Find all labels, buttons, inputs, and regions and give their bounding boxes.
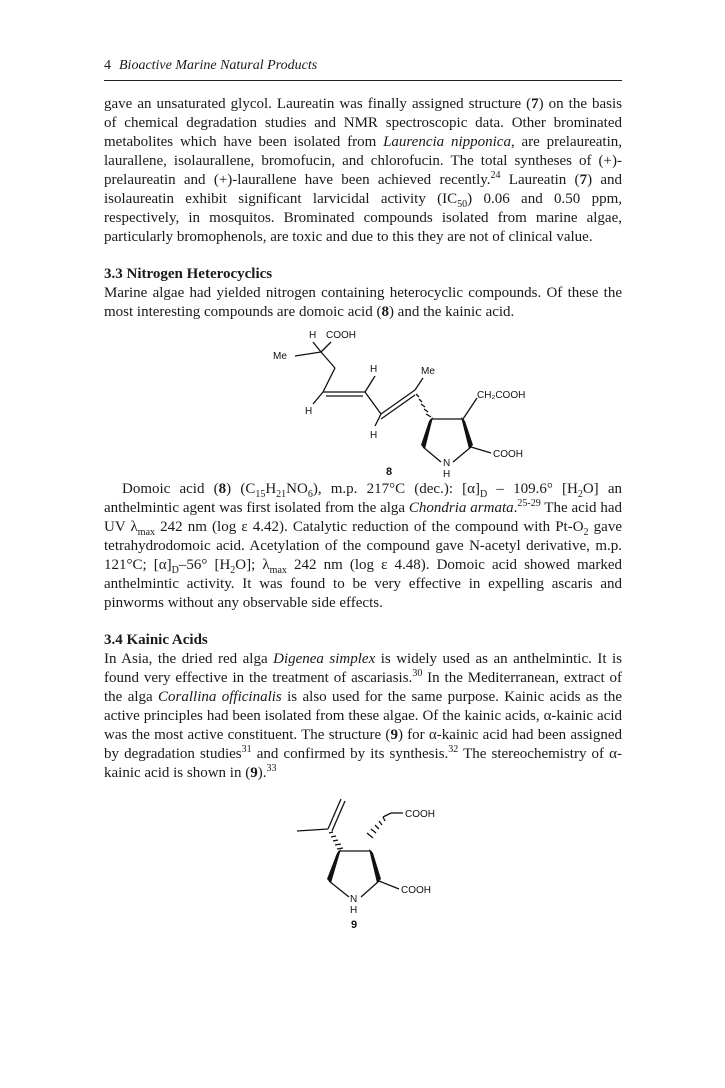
compound-number: 8 bbox=[386, 466, 393, 478]
species-name: Laurencia nipponica bbox=[383, 134, 511, 150]
paragraph-nitrogen-heterocyclics: Marine algae had yielded nitrogen containing heterocyclic compounds. Of these the most interesting compounds are domoic acid (8) and the kainic acid. bbox=[104, 285, 622, 320]
species-name: Digenea simplex bbox=[273, 651, 376, 667]
label-nh: H bbox=[350, 905, 358, 916]
running-title: Bioactive Marine Natural Products bbox=[119, 58, 318, 73]
structure-8-domoic-acid bbox=[213, 322, 526, 480]
label-ch2cooh: CH₂COOH bbox=[477, 390, 526, 401]
section-heading-kainic-acids: 3.4 Kainic Acids bbox=[104, 632, 208, 648]
label-cooh: COOH bbox=[326, 330, 356, 341]
page bbox=[104, 58, 622, 931]
paragraph-domoic-acid: Domoic acid (8) $(C_{15}H_{21}NO_6)$, m.p. 217°C (dec.): $[\alpha]_D - 109.6^\circ$ $[H_2O]$ an anthelmintic agent was first isolated from the alga Chondria armata.$^{25-29}$ The acid had UV $\lambda_{max}$ 242 nm (log ε 4.42). Catalytic reduction of the compound with $Pt-O_2$ gave tetrahydrodomoic acid. Acetylation of the compound gave N-acetyl derivative, m.p. 121°C; $[\alpha]_D-56^\circ$ $[H_2O]$; $\lambda_{max}$ 242 nm (log ε 4.48). Domoic acid showed marked anthelmintic activity. It was found to be very effective in expelling ascaris and pinworms without any observable side effects. bbox=[104, 481, 622, 611]
label-cooh: COOH bbox=[405, 809, 435, 820]
label-h: H bbox=[370, 430, 378, 441]
label-n: N bbox=[350, 894, 358, 905]
section-heading-nitrogen-heterocyclics: 3.3 Nitrogen Heterocyclics bbox=[104, 266, 273, 282]
label-h: H bbox=[370, 364, 378, 375]
page-number: 4 bbox=[104, 58, 111, 73]
compound-number: 9 bbox=[351, 919, 358, 931]
label-nh: H bbox=[443, 469, 451, 480]
paragraph-laureatin: gave an unsaturated glycol. Laureatin was finally assigned structure (7) on the basis of chemical degradation studies and NMR spectroscopic data. Other brominated metabolites which have been isolated from Laurencia nipponica, are prelaureatin, laurallene, isolaurallene, bromofucin, and chlorofucin. The total syntheses of (+)-prelaureatin and (+)-laurallene have been achieved recently.$^{24}$ Laureatin (7) and isolaureatin exhibit significant larvicidal activity $(IC_{50})$ 0.06 and 0.50 ppm, respectively, in mosquitos. Brominated compounds isolated from marine algae, particularly bromophenols, are toxic and due to this they are not of clinical value. bbox=[104, 96, 623, 245]
label-me: Me bbox=[273, 351, 287, 362]
label-me: Me bbox=[421, 366, 435, 377]
species-name: Corallina officinalis bbox=[158, 689, 282, 705]
citation: 24 bbox=[490, 170, 501, 181]
citation: 30 bbox=[412, 668, 423, 679]
label-h: H bbox=[305, 406, 313, 417]
running-head bbox=[104, 58, 622, 81]
citation: 33 bbox=[266, 763, 277, 774]
label-cooh: COOH bbox=[493, 449, 523, 460]
label-cooh: COOH bbox=[401, 885, 431, 896]
label-n: N bbox=[443, 458, 451, 469]
paragraph-kainic-acids: In Asia, the dried red alga Digenea simplex is widely used as an anthelmintic. It is found very effective in the treatment of ascariasis.$^{30}$ In the Mediterranean, extract of the alga Corallina officinalis is also used for the same purpose. Kainic acids as the active principles had been isolated from these algae. Of the kainic acids, α-kainic acid was the most active constituent. The structure (9) for α-kainic acid had been assigned by degradation studies$^{31}$ and confirmed by its synthesis.$^{32}$ The stereochemistry of α-kainic acid is shown in (9).$^{33}$ bbox=[104, 651, 623, 781]
citation: 31 bbox=[241, 744, 252, 755]
citation: 25-29 bbox=[517, 498, 541, 509]
species-name: Chondria armata bbox=[408, 500, 514, 516]
citation: 32 bbox=[448, 744, 459, 755]
label-h: H bbox=[309, 330, 317, 341]
structure-9-kainic-acid bbox=[233, 791, 493, 931]
